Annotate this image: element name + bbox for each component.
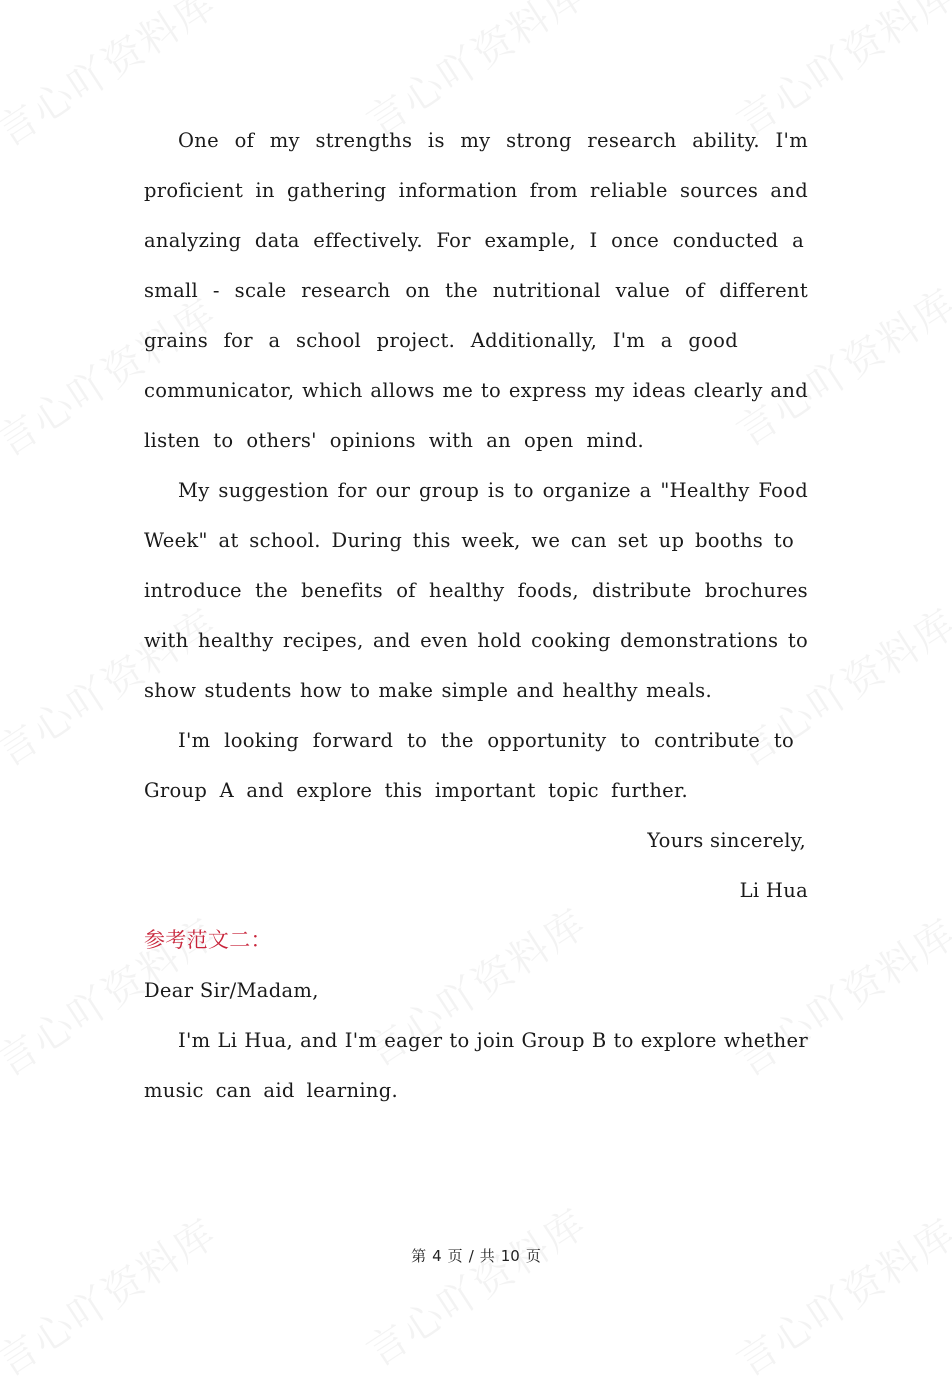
text-line: I'm looking forward to the opportunity to contribute to [178, 729, 794, 752]
watermark [354, 0, 586, 148]
text-line: I'm Li Hua, and I'm eager to join Group B to explore whether [178, 1029, 808, 1052]
current-page-number: 4 [432, 1247, 442, 1265]
signature: Li Hua [739, 879, 808, 902]
text-line: analyzing data effectively. For example, I once conducted a [144, 229, 804, 252]
text-line: One of my strengths is my strong research ability. I'm [178, 129, 808, 152]
salutation: Dear Sir/Madam, [144, 979, 319, 1002]
watermark [724, 1209, 952, 1388]
text-line: communicator, which allows me to express my ideas clearly and [144, 379, 808, 402]
text-line: with healthy recipes, and even hold cooking demonstrations to [144, 629, 808, 652]
text-line: Week" at school. During this week, we can set up booths to [144, 529, 794, 552]
text-line: My suggestion for our group is to organize a "Healthy Food [178, 479, 808, 502]
watermark [354, 1199, 586, 1378]
closing-line: Yours sincerely, [647, 829, 806, 852]
page-footer [0, 1246, 952, 1266]
text-line: listen to others' opinions with an open mind. [144, 429, 644, 452]
text-line: proficient in gathering information from reliable sources and [144, 179, 808, 202]
footer-prefix: 第 [411, 1247, 427, 1265]
watermark [724, 0, 952, 148]
watermark [724, 909, 952, 1088]
text-line: small - scale research on the nutritional value of different [144, 279, 808, 302]
text-line: grains for a school project. Additionally, I'm a good [144, 329, 738, 352]
footer-page-unit: 页 [447, 1247, 463, 1265]
total-page-count: 10 [500, 1247, 520, 1265]
text-line: introduce the benefits of healthy foods, distribute brochures [144, 579, 808, 602]
footer-separator: / [468, 1247, 474, 1265]
text-line: Group A and explore this important topic further. [144, 779, 688, 802]
footer-total-prefix: 共 [479, 1247, 495, 1265]
watermark [0, 1209, 216, 1388]
sample-heading: 参考范文二： [144, 928, 272, 952]
text-line: music can aid learning. [144, 1079, 398, 1102]
text-line: show students how to make simple and healthy meals. [144, 679, 712, 702]
watermark [724, 279, 952, 458]
footer-total-unit: 页 [525, 1247, 541, 1265]
